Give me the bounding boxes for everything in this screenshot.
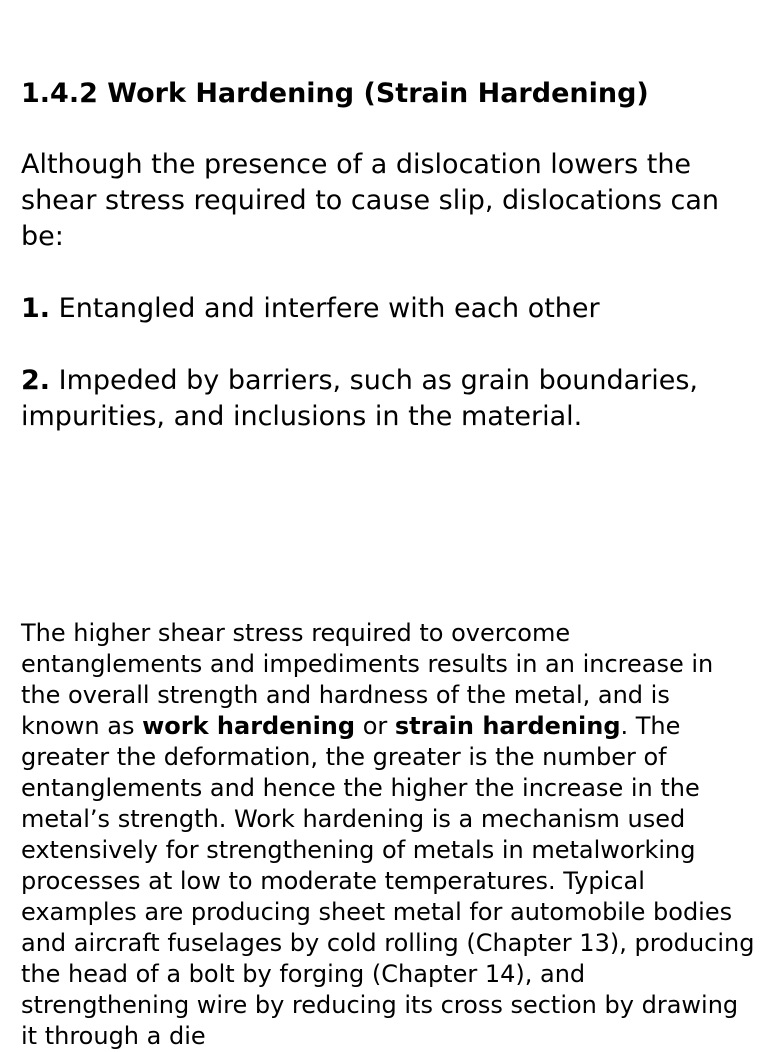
body-paragraph: [21, 618, 756, 1052]
list-item-text: Impeded by barriers, such as grain boundaries, impurities, and inclusions in the material.: [21, 365, 698, 432]
list-item-text: Entangled and interfere with each other: [50, 293, 600, 324]
term-work-hardening: work hardening: [142, 712, 356, 740]
list-item-number: 2.: [21, 365, 51, 396]
term-strain-hardening: strain hardening: [394, 712, 621, 740]
list-item: [21, 363, 751, 435]
list-item: [21, 291, 751, 327]
body-text-join: or: [355, 712, 395, 740]
body-text-part-1: The higher shear stress required to overcome entanglements and impediments results in an increase in the overall strength and hardness of the metal, and is known as: [21, 619, 714, 740]
list-item-number: 1.: [21, 293, 51, 324]
intro-paragraph: Although the presence of a dislocation lowers the shear stress required to cause slip, dislocations can be:: [21, 149, 720, 252]
section-heading: 1.4.2 Work Hardening (Strain Hardening): [21, 78, 649, 109]
body-text-part-2: . The greater the deformation, the greater is the number of entanglements and hence the higher the increase in the metal’s strength. Work hardening is a mechanism used extensively for strengthening of metals in metalworking processes at low to moderate temperatures. Typical examples are producing sheet metal for automobile bodies and aircraft fuselages by cold rolling (Chapter 13), producing the head of a bolt by forging (Chapter 14), and strengthening wire by reducing its cross section by drawing it through a die: [21, 712, 755, 1050]
